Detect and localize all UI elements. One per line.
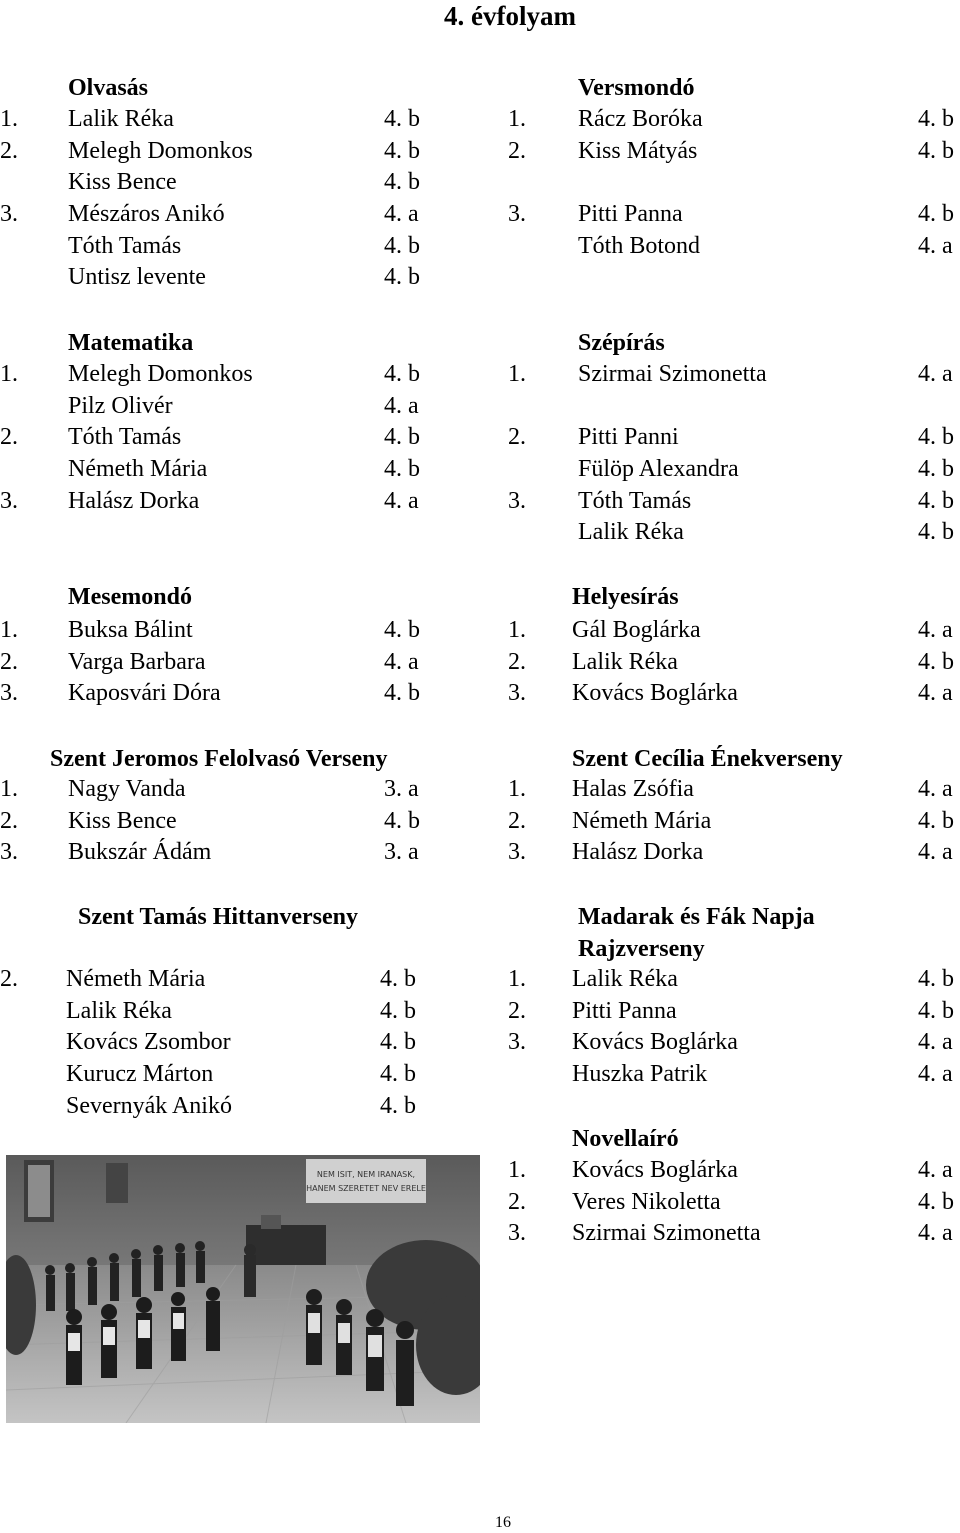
class-label: 4. a bbox=[918, 617, 953, 643]
student-name: Varga Barbara bbox=[68, 648, 206, 675]
student-name: Kovács Boglárka bbox=[572, 1157, 738, 1183]
class-label: 4. a bbox=[918, 680, 953, 707]
student-name: Melegh Domonkos bbox=[68, 361, 253, 387]
student-name: Severnyák Anikó bbox=[66, 1092, 232, 1119]
student-name: Veres Nikoletta bbox=[572, 1188, 721, 1215]
class-label: 4. b bbox=[384, 456, 420, 483]
rank: 2. bbox=[508, 997, 526, 1024]
section-title-line2: Rajzverseny bbox=[578, 936, 705, 962]
class-label: 4. b bbox=[918, 1188, 954, 1215]
event-photo-illustration bbox=[6, 1155, 480, 1423]
section-title: Madarak és Fák Napja bbox=[578, 904, 815, 930]
student-name: Nagy Vanda bbox=[68, 776, 186, 802]
class-label: 3. a bbox=[384, 776, 419, 802]
rank: 2. bbox=[0, 137, 18, 164]
class-label: 4. a bbox=[918, 361, 953, 387]
student-name: Tóth Tamás bbox=[578, 487, 692, 514]
class-label: 4. a bbox=[918, 1220, 953, 1247]
rank: 2. bbox=[508, 137, 526, 164]
student-name: Huszka Patrik bbox=[572, 1061, 708, 1088]
page-number: 16 bbox=[495, 1514, 511, 1531]
class-label: 4. a bbox=[918, 776, 953, 802]
class-label: 4. b bbox=[384, 232, 420, 259]
student-name: Kiss Mátyás bbox=[578, 137, 698, 164]
rank: 3. bbox=[508, 1220, 526, 1247]
class-label: 4. b bbox=[384, 680, 420, 707]
student-name: Kovács Boglárka bbox=[572, 1029, 738, 1056]
student-name: Pilz Olivér bbox=[68, 392, 173, 419]
class-label: 3. a bbox=[384, 839, 419, 866]
rank: 3. bbox=[508, 1029, 526, 1056]
section-title: Novellaíró bbox=[572, 1126, 679, 1152]
student-name: Németh Mária bbox=[572, 807, 712, 834]
class-label: 4. a bbox=[384, 201, 419, 228]
class-label: 4. b bbox=[384, 264, 420, 291]
student-name: Lalik Réka bbox=[572, 966, 678, 992]
class-label: 4. b bbox=[918, 137, 954, 164]
rank: 1. bbox=[508, 966, 526, 992]
student-name: Kiss Bence bbox=[68, 807, 177, 834]
class-label: 4. b bbox=[918, 648, 954, 675]
student-name: Mészáros Anikó bbox=[68, 201, 225, 228]
rank: 2. bbox=[508, 807, 526, 834]
section-title: Szent Jeromos Felolvasó Verseny bbox=[50, 746, 388, 772]
student-name: Bukszár Ádám bbox=[68, 839, 212, 866]
class-label: 4. b bbox=[380, 1092, 416, 1119]
page-title: 4. évfolyam bbox=[444, 1, 576, 31]
section-title: Versmondó bbox=[578, 75, 695, 101]
class-label: 4. b bbox=[384, 169, 420, 196]
section-title: Szépírás bbox=[578, 330, 665, 356]
rank: 3. bbox=[508, 680, 526, 707]
class-label: 4. b bbox=[384, 361, 420, 387]
class-label: 4. a bbox=[918, 1061, 953, 1088]
student-name: Kovács Zsombor bbox=[66, 1029, 231, 1056]
class-label: 4. b bbox=[384, 617, 420, 643]
rank: 1. bbox=[508, 776, 526, 802]
class-label: 4. b bbox=[918, 966, 954, 992]
student-name: Tóth Tamás bbox=[68, 232, 182, 259]
student-name: Halász Dorka bbox=[572, 839, 704, 866]
rank: 2. bbox=[508, 1188, 526, 1215]
student-name: Gál Boglárka bbox=[572, 617, 701, 643]
student-name: Kiss Bence bbox=[68, 169, 177, 196]
rank: 3. bbox=[508, 839, 526, 866]
section-title: Mesemondó bbox=[68, 584, 192, 610]
banner-text-line-1: NEM ISIT, NEM IRANASK, bbox=[316, 1170, 416, 1179]
class-label: 4. b bbox=[380, 966, 416, 992]
section-title: Helyesírás bbox=[572, 584, 679, 610]
class-label: 4. b bbox=[380, 1061, 416, 1088]
rank: 3. bbox=[508, 201, 526, 228]
student-name: Rácz Boróka bbox=[578, 106, 703, 132]
rank: 1. bbox=[508, 106, 526, 132]
rank: 1. bbox=[0, 106, 18, 132]
student-name: Untisz levente bbox=[68, 264, 206, 291]
student-name: Lalik Réka bbox=[578, 519, 684, 546]
class-label: 4. b bbox=[918, 807, 954, 834]
student-name: Pitti Panna bbox=[572, 997, 677, 1024]
rank: 1. bbox=[0, 617, 18, 643]
rank: 1. bbox=[0, 776, 18, 802]
student-name: Lalik Réka bbox=[68, 106, 174, 132]
student-name: Tóth Botond bbox=[578, 232, 701, 259]
class-label: 4. a bbox=[384, 648, 419, 675]
class-label: 4. a bbox=[918, 1157, 953, 1183]
banner-text-line-2: HANEM SZERETET NEV ERELE bbox=[306, 1184, 426, 1193]
class-label: 4. b bbox=[918, 997, 954, 1024]
rank: 1. bbox=[0, 361, 18, 387]
rank: 2. bbox=[508, 424, 526, 451]
class-label: 4. b bbox=[918, 487, 954, 514]
section-title: Szent Cecília Énekverseny bbox=[572, 746, 843, 772]
rank: 1. bbox=[508, 617, 526, 643]
student-name: Kaposvári Dóra bbox=[68, 680, 221, 707]
student-name: Halas Zsófia bbox=[572, 776, 694, 802]
student-name: Halász Dorka bbox=[68, 487, 200, 514]
class-label: 4. b bbox=[384, 137, 420, 164]
class-label: 4. b bbox=[384, 106, 420, 132]
class-label: 4. b bbox=[384, 807, 420, 834]
class-label: 4. b bbox=[918, 424, 954, 451]
student-name: Szirmai Szimonetta bbox=[578, 361, 767, 387]
rank: 1. bbox=[508, 1157, 526, 1183]
rank: 2. bbox=[0, 807, 18, 834]
rank: 2. bbox=[0, 648, 18, 675]
student-name: Lalik Réka bbox=[66, 997, 172, 1024]
class-label: 4. b bbox=[380, 1029, 416, 1056]
class-label: 4. b bbox=[918, 456, 954, 483]
rank: 3. bbox=[0, 201, 18, 228]
student-name: Németh Mária bbox=[66, 966, 206, 992]
student-name: Kovács Boglárka bbox=[572, 680, 738, 707]
class-label: 4. b bbox=[380, 997, 416, 1024]
student-name: Németh Mária bbox=[68, 456, 208, 483]
student-name: Melegh Domonkos bbox=[68, 137, 253, 164]
student-name: Buksa Bálint bbox=[68, 617, 193, 643]
class-label: 4. b bbox=[384, 424, 420, 451]
class-label: 4. a bbox=[918, 1029, 953, 1056]
rank: 3. bbox=[0, 839, 18, 866]
student-name: Pitti Panni bbox=[578, 424, 679, 451]
rank: 3. bbox=[508, 487, 526, 514]
rank: 2. bbox=[0, 966, 18, 992]
event-photo bbox=[6, 1155, 480, 1423]
class-label: 4. b bbox=[918, 519, 954, 546]
class-label: 4. a bbox=[918, 232, 953, 259]
class-label: 4. b bbox=[918, 106, 954, 132]
class-label: 4. a bbox=[918, 839, 953, 866]
rank: 3. bbox=[0, 680, 18, 707]
student-name: Kurucz Márton bbox=[66, 1061, 214, 1088]
rank: 1. bbox=[508, 361, 526, 387]
rank: 2. bbox=[0, 424, 18, 451]
student-name: Szirmai Szimonetta bbox=[572, 1220, 761, 1247]
class-label: 4. a bbox=[384, 392, 419, 419]
section-title: Olvasás bbox=[68, 75, 149, 101]
student-name: Tóth Tamás bbox=[68, 424, 182, 451]
rank: 3. bbox=[0, 487, 18, 514]
class-label: 4. a bbox=[384, 487, 419, 514]
student-name: Pitti Panna bbox=[578, 201, 683, 228]
section-title: Matematika bbox=[68, 330, 194, 356]
student-name: Fülöp Alexandra bbox=[578, 456, 739, 483]
section-title: Szent Tamás Hittanverseny bbox=[78, 904, 359, 930]
student-name: Lalik Réka bbox=[572, 648, 678, 675]
class-label: 4. b bbox=[918, 201, 954, 228]
rank: 2. bbox=[508, 648, 526, 675]
